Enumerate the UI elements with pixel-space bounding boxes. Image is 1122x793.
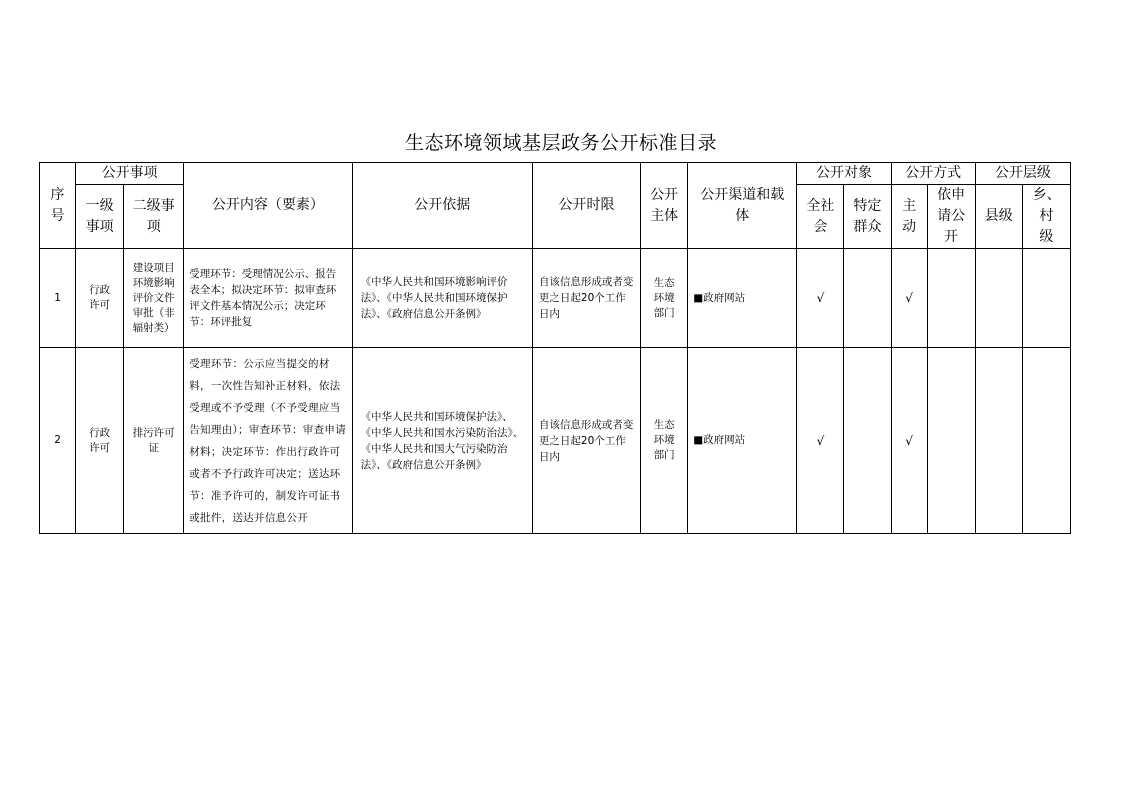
header-method-group: 公开方式 [891,163,975,185]
row-seq: 1 [40,249,76,348]
header-method-active: 主动 [891,185,927,249]
row-channel: ■政府网站 [688,348,797,534]
row-method-request-check [927,249,975,348]
row-basis: 《中华人民共和国环境影响评价法》、《中华人民共和国环境保护法》、《政府信息公开条例》 [352,249,532,348]
row-method-request-check [927,348,975,534]
row-level-county-check [975,348,1022,534]
row-content: 受理环节：受理情况公示、报告表全本；拟决定环节：拟审查环评文件基本情况公示；决定环节：环评批复 [184,249,352,348]
row-level-township-check [1022,249,1070,348]
header-seq: 序号 [40,163,76,249]
row-audience-all-check: √ [797,249,844,348]
header-channel: 公开渠道和载体 [688,163,797,249]
row-level-county-check [975,249,1022,348]
row-time-limit: 自该信息形成或者变更之日起20个工作日内 [532,348,640,534]
row-method-active-check: √ [891,249,927,348]
header-subject: 公开主体 [641,163,688,249]
table-row [40,348,1071,534]
header-content: 公开内容（要素） [184,163,352,249]
row-level2: 排污许可证 [124,348,184,534]
row-audience-specific-check [844,249,891,348]
header-time-limit: 公开时限 [532,163,640,249]
header-level2: 二级事项 [124,185,184,249]
row-level-township-check [1022,348,1070,534]
row-subject: 生态环境部门 [641,348,688,534]
header-level1: 一级事项 [76,185,124,249]
row-method-active-check: √ [891,348,927,534]
header-matter-group: 公开事项 [76,163,184,185]
header-level-group: 公开层级 [975,163,1070,185]
row-level1: 行政许可 [76,249,124,348]
header-level-township: 乡、村级 [1022,185,1070,249]
row-seq: 2 [40,348,76,534]
header-audience-specific: 特定群众 [844,185,891,249]
row-audience-all-check: √ [797,348,844,534]
row-level1: 行政许可 [76,348,124,534]
row-audience-specific-check [844,348,891,534]
header-audience-group: 公开对象 [797,163,891,185]
page-title: 生态环境领域基层政务公开标准目录 [404,132,717,154]
row-time-limit: 自该信息形成或者变更之日起20个工作日内 [532,249,640,348]
header-method-request: 依申请公开 [927,185,975,249]
row-content: 受理环节：公示应当提交的材料，一次性告知补正材料，依法受理或不予受理（不予受理应当告知理由）；审查环节：审查申请材料；决定环节：作出行政许可或者不予行政许可决定；送达环节：准予许可的，制发许可证书或批件，送达并信息公开 [184,348,352,534]
catalog-table [39,162,1071,534]
table-row [40,249,1071,348]
header-level-county: 县级 [975,185,1022,249]
header-audience-all: 全社会 [797,185,844,249]
row-level2: 建设项目环境影响评价文件审批（非辐射类） [124,249,184,348]
row-subject: 生态环境部门 [641,249,688,348]
header-basis: 公开依据 [352,163,532,249]
row-basis: 《中华人民共和国环境保护法》、《中华人民共和国水污染防治法》、《中华人民共和国大气污染防治法》、《政府信息公开条例》 [352,348,532,534]
row-channel: ■政府网站 [688,249,797,348]
